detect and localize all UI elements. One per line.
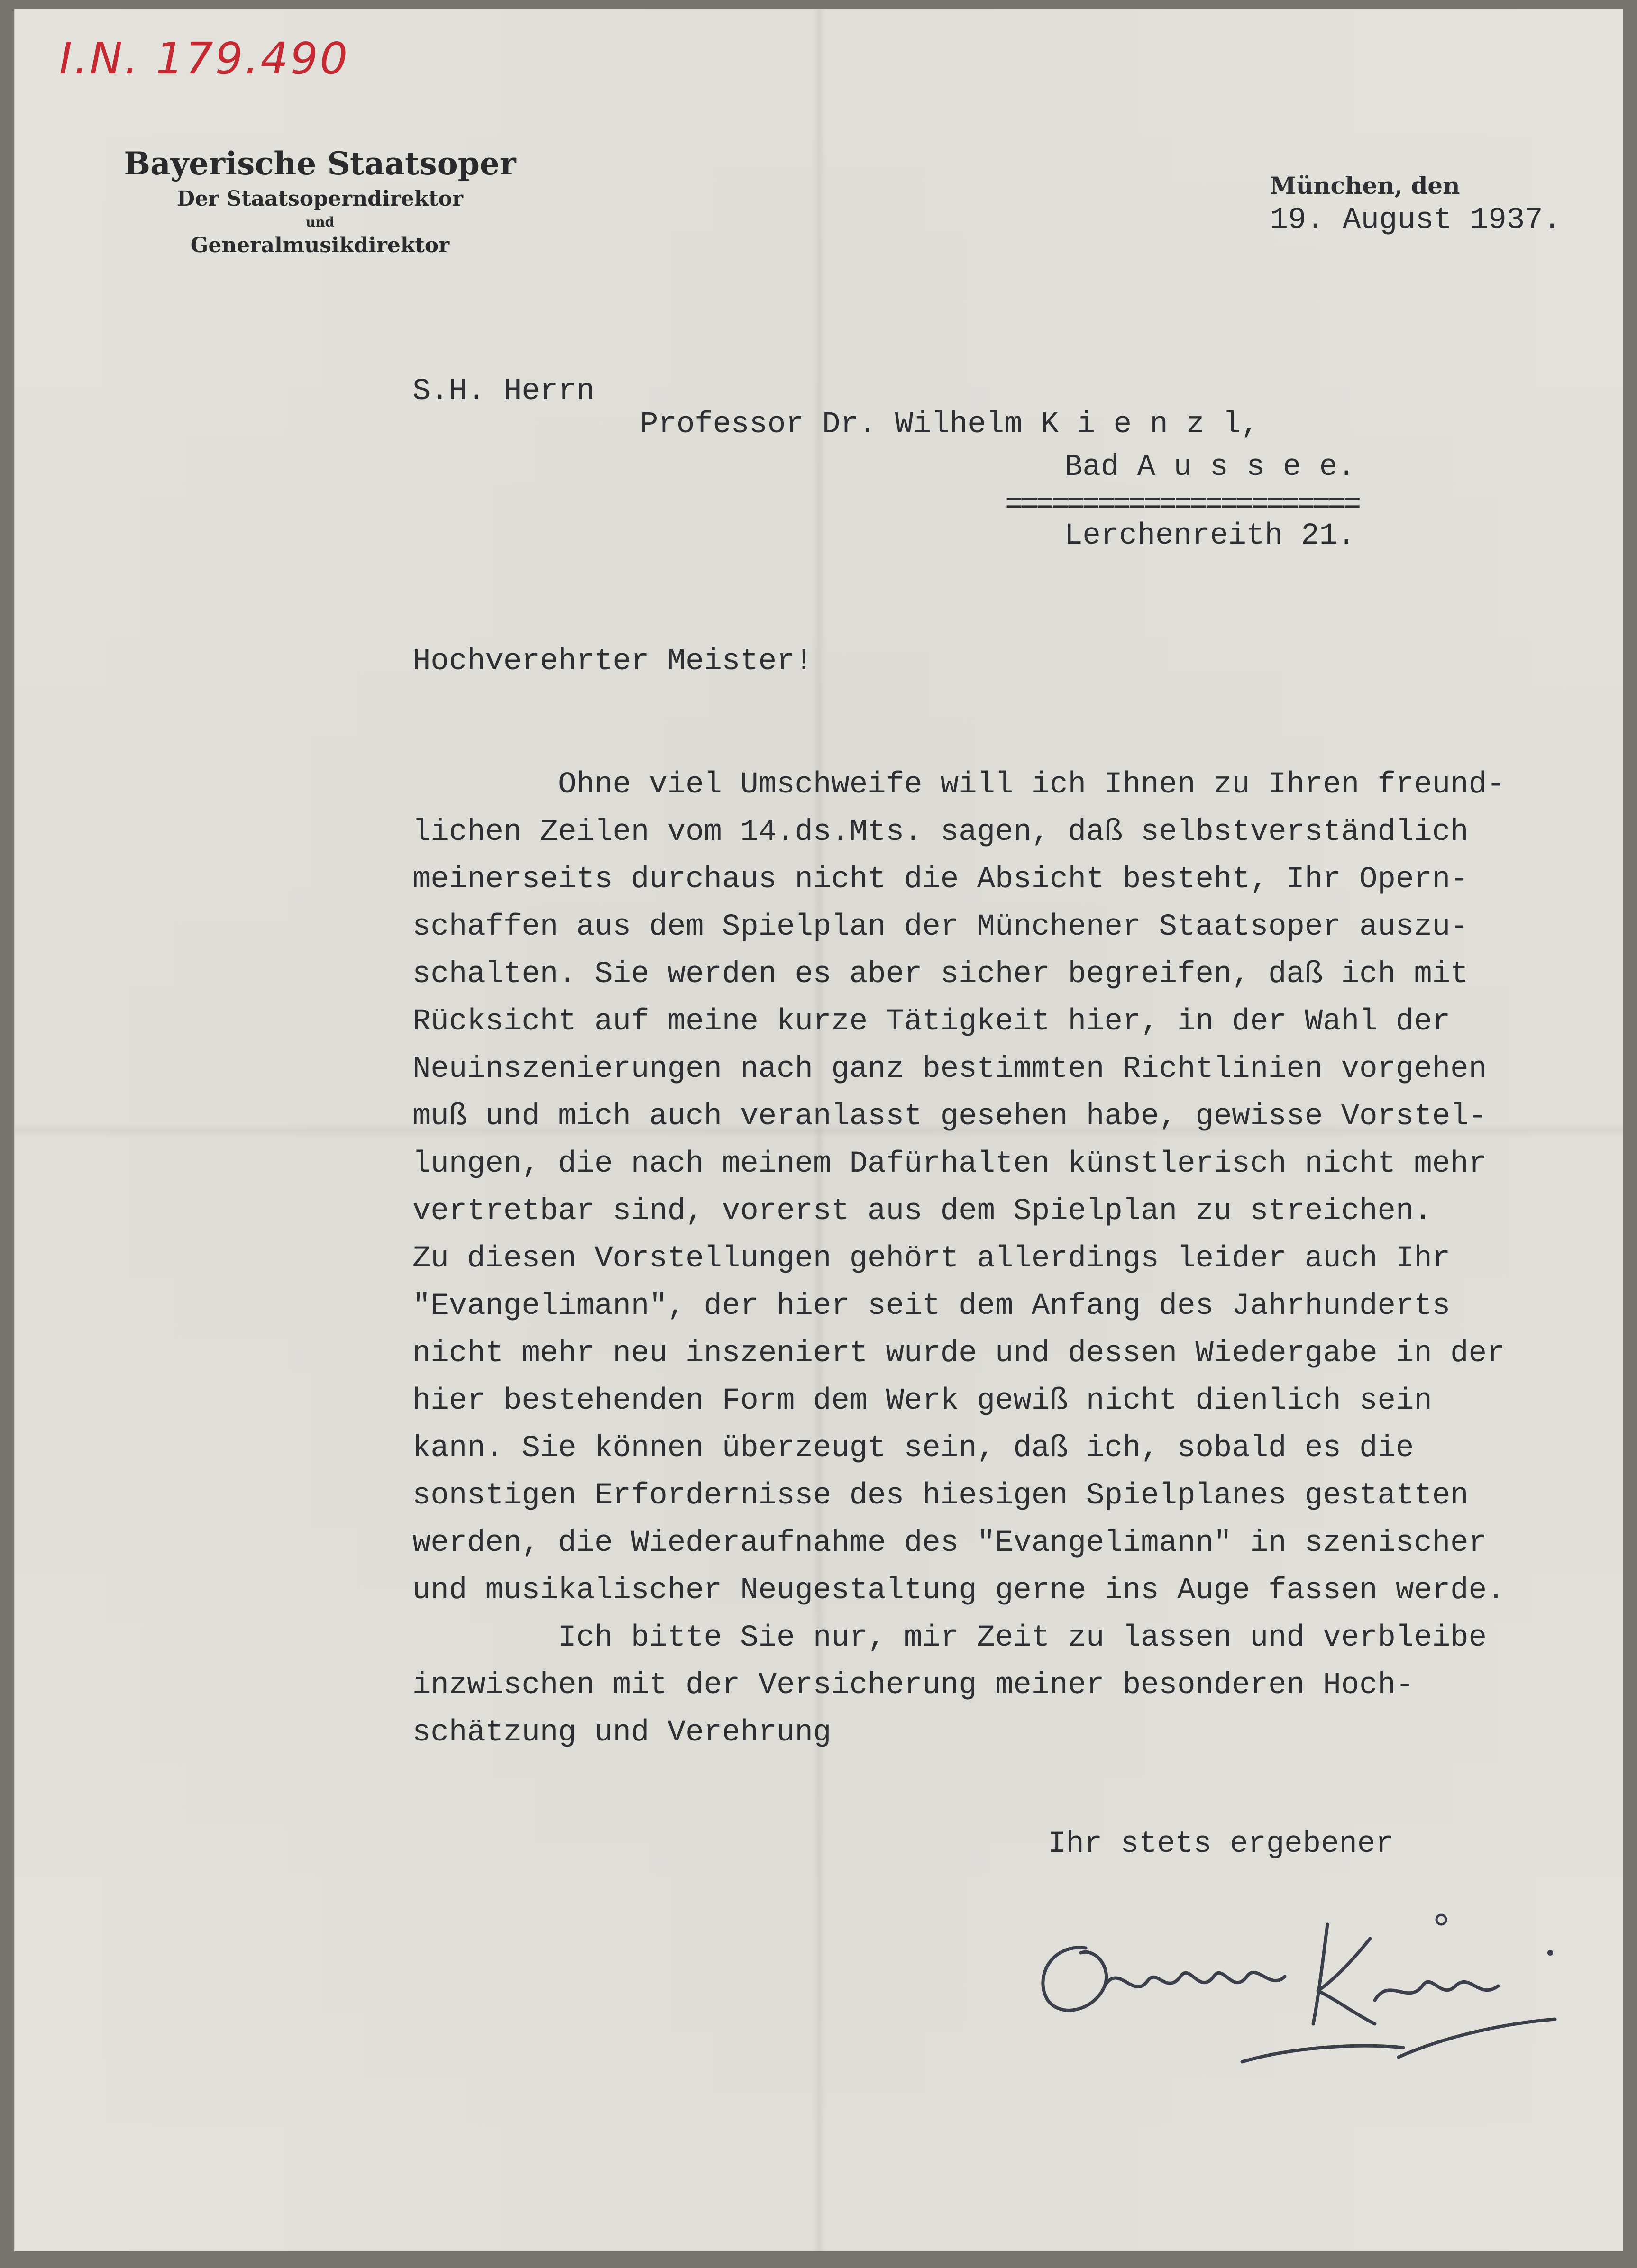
body-line: und musikalischer Neugestaltung gerne ins Auge fassen werde.	[412, 1574, 1505, 1608]
inventory-number: I.N. 179.490	[59, 33, 350, 84]
letterhead	[119, 142, 521, 260]
body-line: muß und mich auch veranlasst gesehen habe, gewisse Vorstel-	[412, 1100, 1487, 1134]
body-line: kann. Sie können überzeugt sein, daß ich, sobald es die	[412, 1431, 1414, 1466]
body-line: Rücksicht auf meine kurze Tätigkeit hier, in der Wahl der	[412, 1005, 1451, 1039]
letterhead-institution: Bayerische Staatsoper	[124, 145, 516, 182]
greeting: Hochverehrter Meister!	[412, 645, 813, 679]
body-line: Ohne viel Umschweife will ich Ihnen zu Ihren freund-	[412, 768, 1505, 802]
body-line: sonstigen Erfordernisse des hiesigen Spielplanes gestatten	[412, 1479, 1469, 1513]
body-line: werden, die Wiederaufnahme des "Evangelimann" in szenischer	[412, 1526, 1487, 1560]
address-street: Lerchenreith 21.	[1064, 519, 1356, 553]
address-prefix: S.H. Herrn	[412, 374, 595, 409]
handwritten-signature	[1024, 1905, 1569, 2086]
body-line: Ich bitte Sie nur, mir Zeit zu lassen und verbleibe	[412, 1621, 1487, 1655]
dateline	[1234, 135, 1561, 237]
body-line: inzwischen mit der Versicherung meiner besonderen Hoch-	[412, 1668, 1414, 1703]
closing: Ihr stets ergebener	[1048, 1827, 1394, 1861]
body-line: Neuinszenierungen nach ganz bestimmten Richtlinien vorgehen	[412, 1052, 1487, 1086]
body-line: meinerseits durchaus nicht die Absicht besteht, Ihr Opern-	[412, 863, 1469, 897]
body-line: "Evangelimann", der hier seit dem Anfang des Jahrhunderts	[412, 1289, 1451, 1323]
letterhead-conjunction: und	[305, 214, 335, 230]
body-line: lichen Zeilen vom 14.ds.Mts. sagen, daß selbstverständlich	[412, 815, 1469, 849]
letterhead-subtitle: Generalmusikdirektor	[190, 233, 450, 257]
letterhead-title: Der Staatsoperndirektor	[176, 187, 464, 211]
body-line: schätzung und Verehrung	[412, 1716, 832, 1750]
address-town: Bad A u s s e e.	[1064, 450, 1356, 484]
address-underline: =======================	[1005, 488, 1359, 522]
body-line: hier bestehenden Form dem Werk gewiß nicht dienlich sein	[412, 1384, 1432, 1418]
body-line: vertretbar sind, vorerst aus dem Spielplan zu streichen.	[412, 1194, 1432, 1229]
address-name: Professor Dr. Wilhelm K i e n z l,	[640, 408, 1259, 442]
body-line: schaffen aus dem Spielplan der Münchener Staatsoper auszu-	[412, 910, 1469, 944]
body-line: Zu diesen Vorstellungen gehört allerdings leider auch Ihr	[412, 1242, 1451, 1276]
body-line: nicht mehr neu inszeniert wurde und dessen Wiedergabe in der	[412, 1337, 1505, 1371]
body-line: schalten. Sie werden es aber sicher begreifen, daß ich mit	[412, 957, 1469, 992]
body-line: lungen, die nach meinem Dafürhalten künstlerisch nicht mehr	[412, 1147, 1487, 1181]
dateline-place: München, den	[1270, 172, 1460, 200]
dateline-date: 19. August 1937.	[1270, 203, 1561, 237]
